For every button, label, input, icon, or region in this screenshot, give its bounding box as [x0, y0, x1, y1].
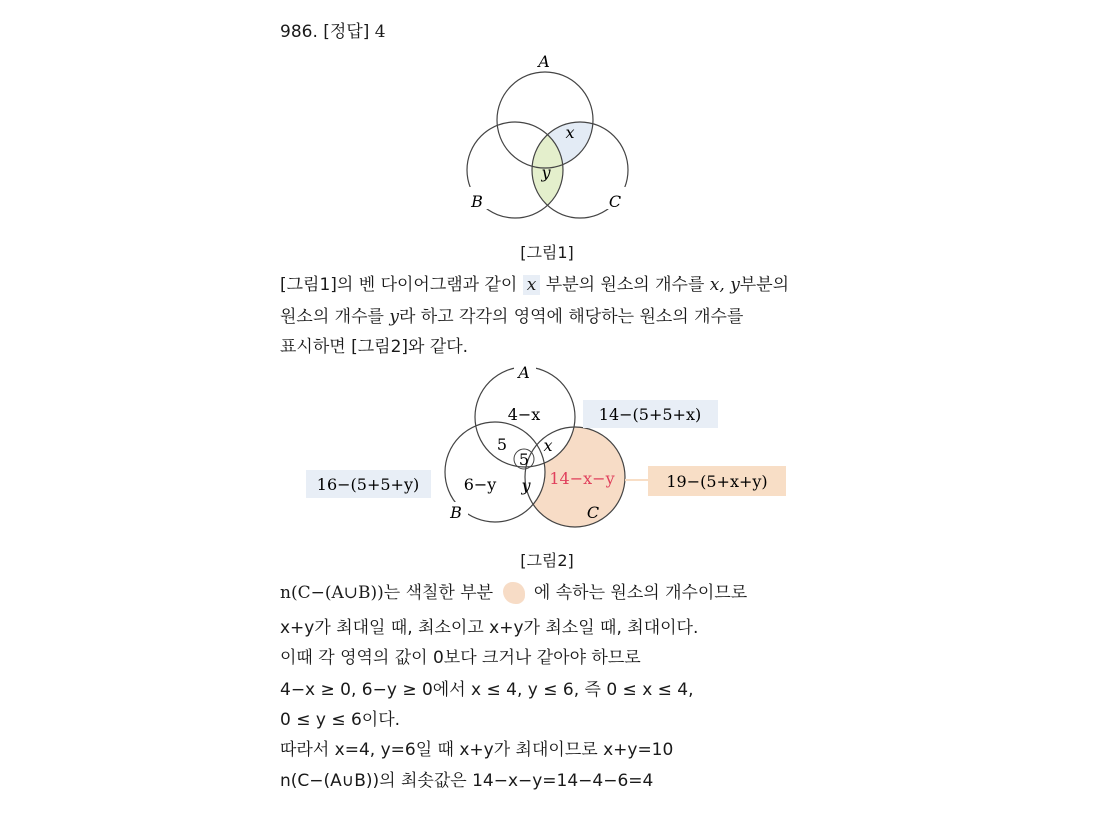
solution-line-4: 4−x ≥ 0, 6−y ≥ 0에서 x ≤ 4, y ≤ 6, 즉 0 ≤ x ≤ 4,	[280, 680, 694, 700]
answer-label: [정답]	[323, 22, 370, 42]
region-b-c: y	[521, 476, 531, 495]
explanation-line-3: 표시하면 [그림2]와 같다.	[280, 337, 469, 357]
problem-header	[280, 17, 386, 42]
text-segment: 부분의	[739, 275, 790, 295]
venn-diagram-figure2	[300, 362, 800, 537]
box-right: 19−(5+x+y)	[666, 472, 768, 491]
solution-line-5: 0 ≤ y ≤ 6이다.	[280, 710, 401, 730]
label-c: C	[586, 503, 600, 522]
solution-line-3: 이때 각 영역의 값이 0보다 크거나 같아야 하므로	[280, 648, 641, 668]
solution-line-2: x+y가 최대일 때, 최소이고 x+y가 최소일 때, 최대이다.	[280, 618, 699, 638]
label-b: B	[471, 192, 483, 211]
text-segment: 는 색칠한 부분	[383, 583, 494, 603]
box-left: 16−(5+5+y)	[316, 475, 420, 494]
text-segment: [그림1]의 벤 다이어그램과 같이	[280, 275, 518, 295]
venn-diagram-figure1	[450, 45, 650, 225]
label-x: x	[565, 123, 575, 142]
solution-line-7: n(C−(A∪B))의 최솟값은 14−x−y=14−4−6=4	[280, 771, 654, 791]
explanation-line-2	[280, 302, 743, 327]
region-b-only: 6−y	[463, 475, 497, 494]
label-a: A	[538, 52, 550, 71]
text-segment: 부분의 원소의 개수를	[545, 275, 705, 295]
region-a-b-c: 5	[518, 450, 530, 469]
math-x: x,	[709, 275, 725, 295]
text-segment: 에 속하는 원소의 개수이므로	[533, 583, 748, 603]
x-highlight: x	[523, 275, 541, 295]
label-y: y	[541, 163, 551, 182]
label-c: C	[608, 192, 622, 211]
label-a: A	[518, 363, 530, 382]
problem-number: 986.	[280, 22, 318, 42]
math-y: y	[389, 307, 399, 327]
answer-value: 4	[374, 22, 386, 42]
label-b: B	[450, 503, 462, 522]
box-top-right: 14−(5+5+x)	[598, 405, 702, 424]
explanation-line-1	[280, 270, 789, 295]
shaded-region-swatch	[503, 582, 525, 604]
figure1-caption: [그림1]	[520, 243, 574, 262]
math-expression: n(C−(A∪B))	[280, 583, 384, 603]
region-a-b: 5	[496, 435, 508, 454]
text-segment: 원소의 개수를	[280, 307, 384, 327]
math-y: y	[730, 275, 740, 295]
region-a-c: x	[543, 436, 553, 455]
region-a-only: 4−x	[507, 405, 541, 424]
region-c-only: 14−x−y	[549, 469, 615, 488]
text-segment: 라 하고 각각의 영역에 해당하는 원소의 개수를	[398, 307, 744, 327]
solution-line-1	[280, 578, 747, 604]
figure2-caption: [그림2]	[520, 551, 574, 570]
solution-line-6: 따라서 x=4, y=6일 때 x+y가 최대이므로 x+y=10	[280, 740, 674, 760]
